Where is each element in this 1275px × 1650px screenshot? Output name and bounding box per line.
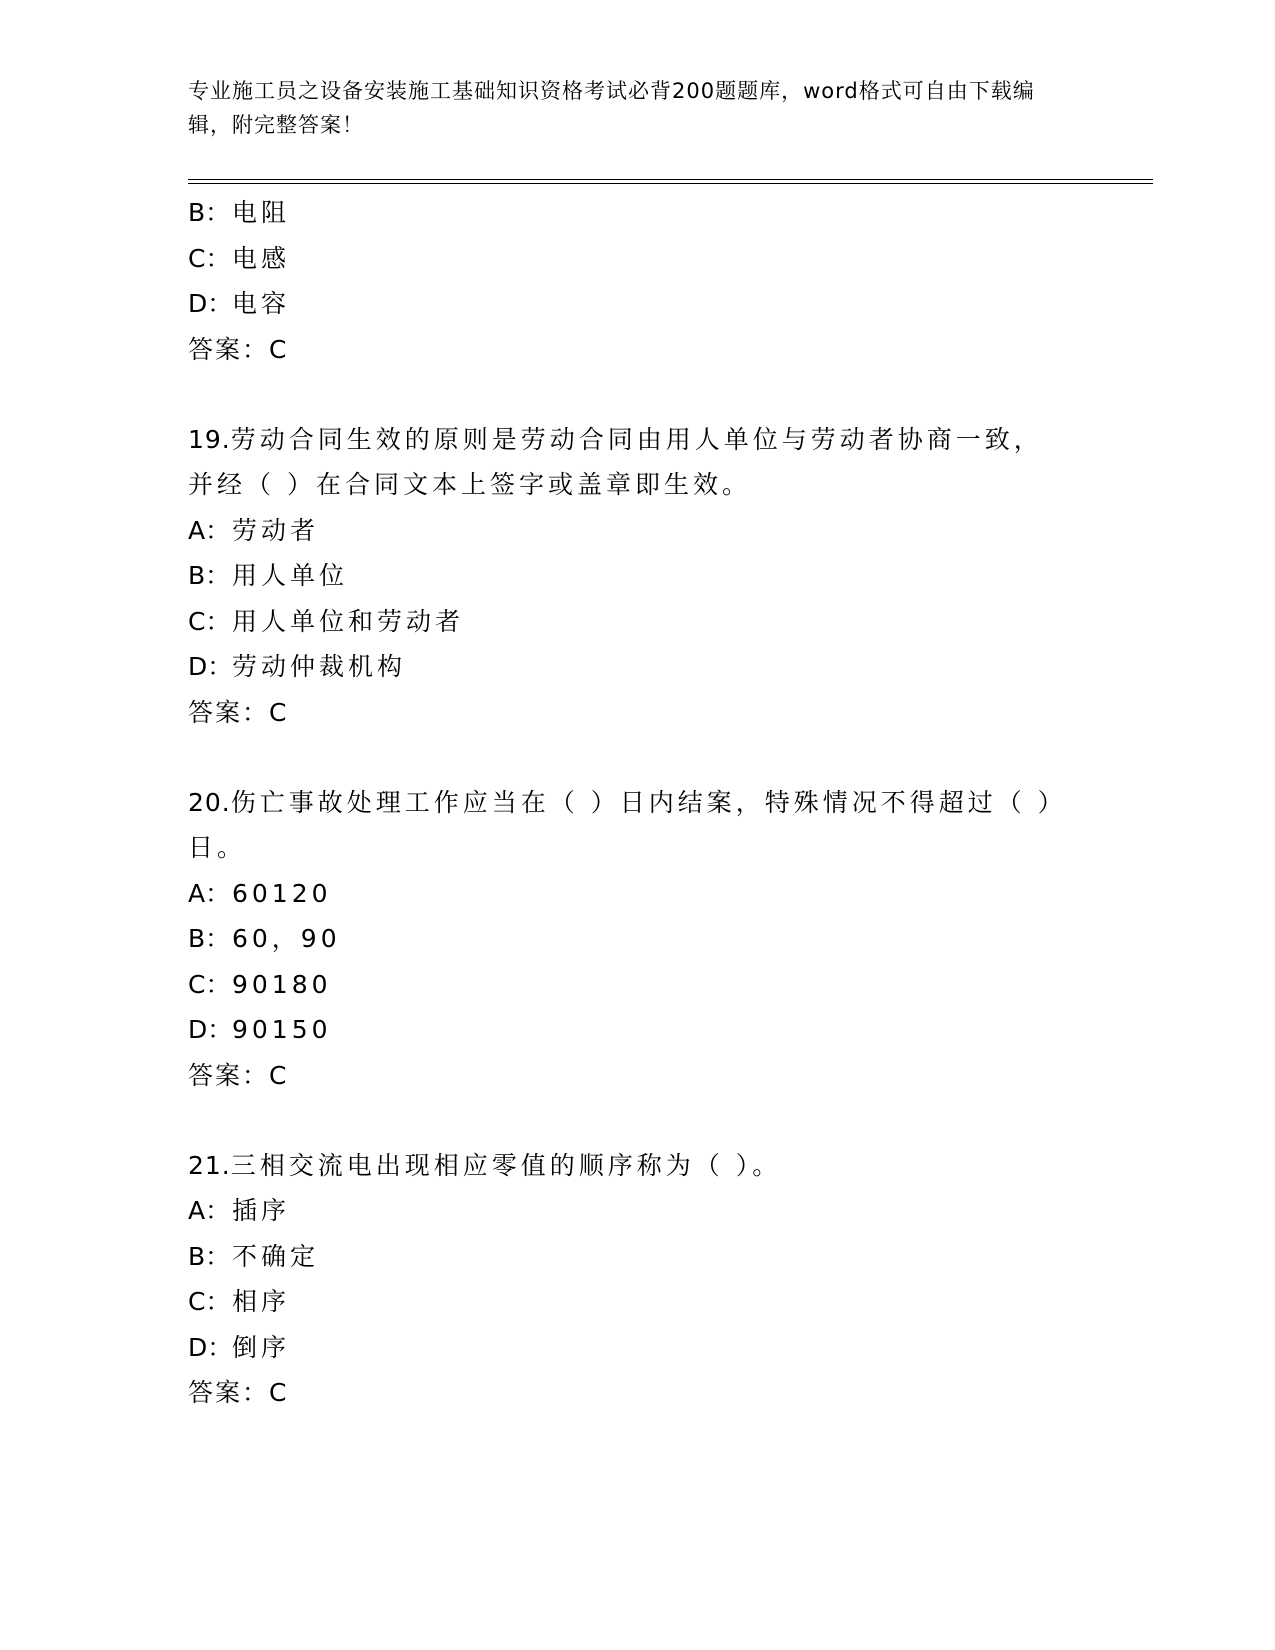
spacer <box>188 736 1088 780</box>
option-text: 电感 <box>232 243 291 273</box>
option-d <box>188 281 1088 327</box>
header-divider-bottom <box>188 183 1153 184</box>
option-d <box>188 644 1088 690</box>
answer-line: 答案：C <box>188 334 289 364</box>
option-key: D： <box>188 1015 233 1044</box>
option-d <box>188 1007 1088 1053</box>
option-text: 90180 <box>232 969 332 999</box>
option-text: 插序 <box>232 1196 291 1225</box>
option-text: 用人单位 <box>232 561 349 590</box>
option-c <box>188 599 1088 645</box>
question-block-18-continued <box>188 190 1088 373</box>
option-text: 倒序 <box>232 1332 291 1362</box>
header-text: 专业施工员之设备安装施工基础知识资格考试必背200题题库，word格式可自由下载编辑，附完整答案！ <box>188 79 1035 137</box>
option-c <box>188 1279 1088 1325</box>
option-text: 电阻 <box>232 198 291 227</box>
option-key: C： <box>188 1287 231 1316</box>
option-key: D： <box>188 289 233 318</box>
option-a <box>188 871 1088 917</box>
option-text: 劳动仲裁机构 <box>232 652 407 681</box>
option-c <box>188 236 1088 282</box>
option-text: 用人单位和劳动者 <box>232 606 465 636</box>
option-text: 电容 <box>232 289 291 318</box>
question-text <box>188 417 1068 508</box>
spacer <box>188 373 1088 417</box>
spacer <box>188 1099 1088 1143</box>
option-text: 60，90 <box>232 924 341 953</box>
option-key: D： <box>188 1332 233 1362</box>
answer-line: 答案：C <box>188 697 289 727</box>
question-stem: 伤亡事故处理工作应当在（ ）日内结案，特殊情况不得超过（ ）日。 <box>188 787 1067 862</box>
option-key: A： <box>188 878 231 908</box>
option-text: 60120 <box>232 878 332 908</box>
option-d <box>188 1325 1088 1371</box>
question-number: 19. <box>188 424 231 454</box>
option-b <box>188 190 1088 236</box>
header-divider-top <box>188 179 1153 180</box>
option-key: B： <box>188 561 231 590</box>
question-stem: 三相交流电出现相应零值的顺序称为（ ）。 <box>230 1150 782 1180</box>
option-b <box>188 1234 1088 1280</box>
question-text <box>188 1143 1068 1189</box>
answer-line: 答案：C <box>188 1060 289 1090</box>
option-key: B： <box>188 198 231 227</box>
question-block-19 <box>188 417 1088 736</box>
option-key: C： <box>188 969 231 999</box>
option-b <box>188 916 1088 962</box>
option-a <box>188 1188 1088 1234</box>
option-text: 90150 <box>232 1015 332 1044</box>
option-key: B： <box>188 1241 231 1271</box>
option-key: B： <box>188 924 231 953</box>
question-block-20 <box>188 780 1088 1099</box>
option-text: 相序 <box>232 1287 291 1316</box>
question-text <box>188 780 1068 871</box>
option-key: D： <box>188 652 233 681</box>
document-body <box>188 190 1088 1416</box>
answer-line: 答案：C <box>188 1378 289 1407</box>
option-key: A： <box>188 515 231 545</box>
option-text: 劳动者 <box>232 515 320 545</box>
option-a <box>188 508 1088 554</box>
option-key: C： <box>188 243 231 273</box>
option-key: C： <box>188 606 231 636</box>
question-number: 20. <box>188 787 231 817</box>
option-text: 不确定 <box>232 1241 320 1271</box>
option-key: A： <box>188 1196 231 1225</box>
document-header <box>188 74 1068 142</box>
question-number: 21. <box>188 1150 231 1180</box>
option-b <box>188 553 1088 599</box>
question-block-21 <box>188 1143 1088 1417</box>
option-c <box>188 962 1088 1008</box>
question-stem: 劳动合同生效的原则是劳动合同由用人单位与劳动者协商一致，并经（ ）在合同文本上签字或盖章即生效。 <box>188 424 1043 499</box>
